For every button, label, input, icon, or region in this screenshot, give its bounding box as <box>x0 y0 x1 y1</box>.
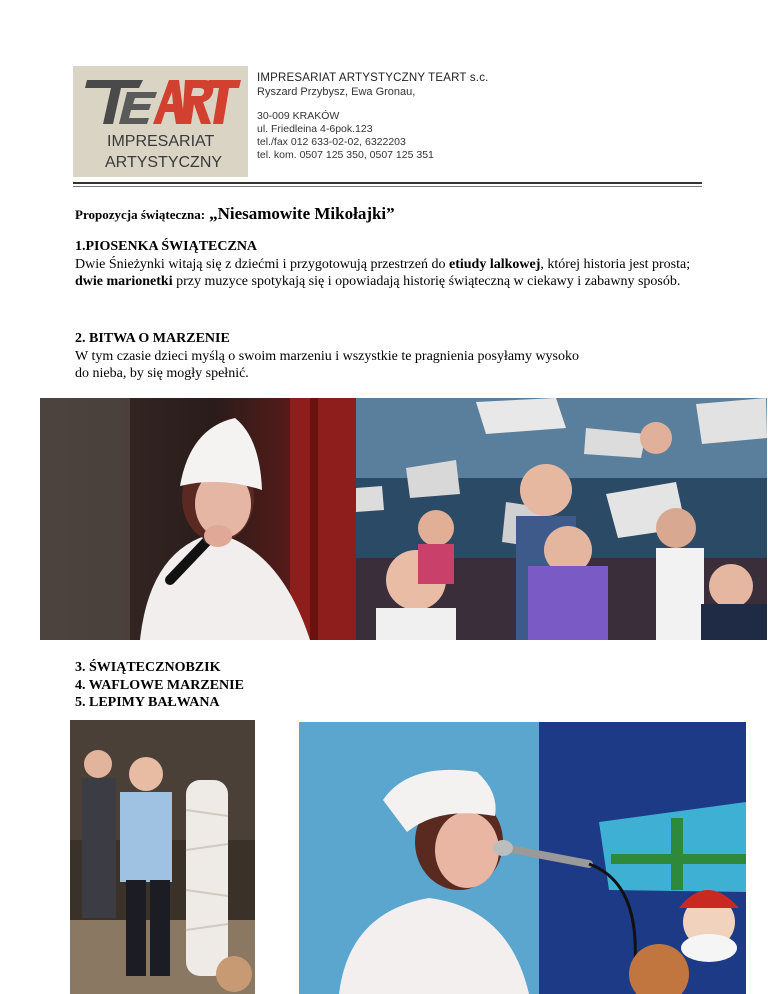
logo-line1: IMPRESARIAT <box>107 133 215 150</box>
photo-children-newspapers <box>356 398 767 640</box>
list-item: 4. WAFLOWE MARZENIE <box>75 677 244 693</box>
bold-run: dwie marionetki <box>75 274 173 289</box>
company-owners: Ryszard Przybysz, Ewa Gronau, <box>257 86 416 98</box>
photo-kids-wrapped <box>70 720 255 994</box>
address-line: ul. Friedleina 4-6pok.123 <box>257 123 373 135</box>
address-line: tel. kom. 0507 125 350, 0507 125 351 <box>257 149 434 161</box>
address-line: 30-009 KRAKÓW <box>257 110 340 122</box>
teart-logo-graphic <box>73 66 248 177</box>
text-run: , której historia jest prosta; <box>540 256 691 272</box>
company-info <box>257 71 489 162</box>
section-heading: 2. BITWA O MARZENIE <box>75 331 230 346</box>
photo-singer-santa <box>299 722 746 994</box>
proposal-title: „Niesamowite Mikołajki” <box>209 204 395 223</box>
header-divider-thin <box>73 186 702 187</box>
list-item: 5. LEPIMY BAŁWANA <box>75 695 220 710</box>
text-run: Dwie Śnieżynki witają się z dziećmi i przygotowują przestrzeń do <box>75 256 449 272</box>
company-address <box>257 110 489 162</box>
section-text: W tym czasie dzieci myślą o swoim marzeniu i wszystkie te pragnienia posyłamy wysoko do nieba, by się mogły spełnić. <box>75 348 580 381</box>
company-name: IMPRESARIAT ARTYSTYCZNY TEART s.c. <box>257 72 489 84</box>
header-divider <box>73 182 702 184</box>
photo-snowflake-singer <box>40 398 356 640</box>
program-list <box>75 659 244 712</box>
proposal-heading <box>75 204 395 224</box>
address-line: tel./fax 012 633-02-02, 6322203 <box>257 136 406 148</box>
list-item: 3. ŚWIĄTECZNOBZIK <box>75 660 221 675</box>
section-bitwa <box>75 330 595 383</box>
proposal-lead: Propozycja świąteczna: <box>75 207 206 222</box>
logo-line2: ARTYSTYCZNY <box>105 154 223 171</box>
section-text <box>75 256 705 291</box>
text-run: przy muzyce spotykają się i opowiadają historię świąteczną w ciekawy i zabawny sposób. <box>172 274 681 289</box>
teart-logo <box>73 66 248 177</box>
section-heading: 1.PIOSENKA ŚWIĄTECZNA <box>75 239 258 254</box>
bold-run: etiudy lalkowej <box>449 256 541 272</box>
section-piosenka <box>75 238 705 291</box>
